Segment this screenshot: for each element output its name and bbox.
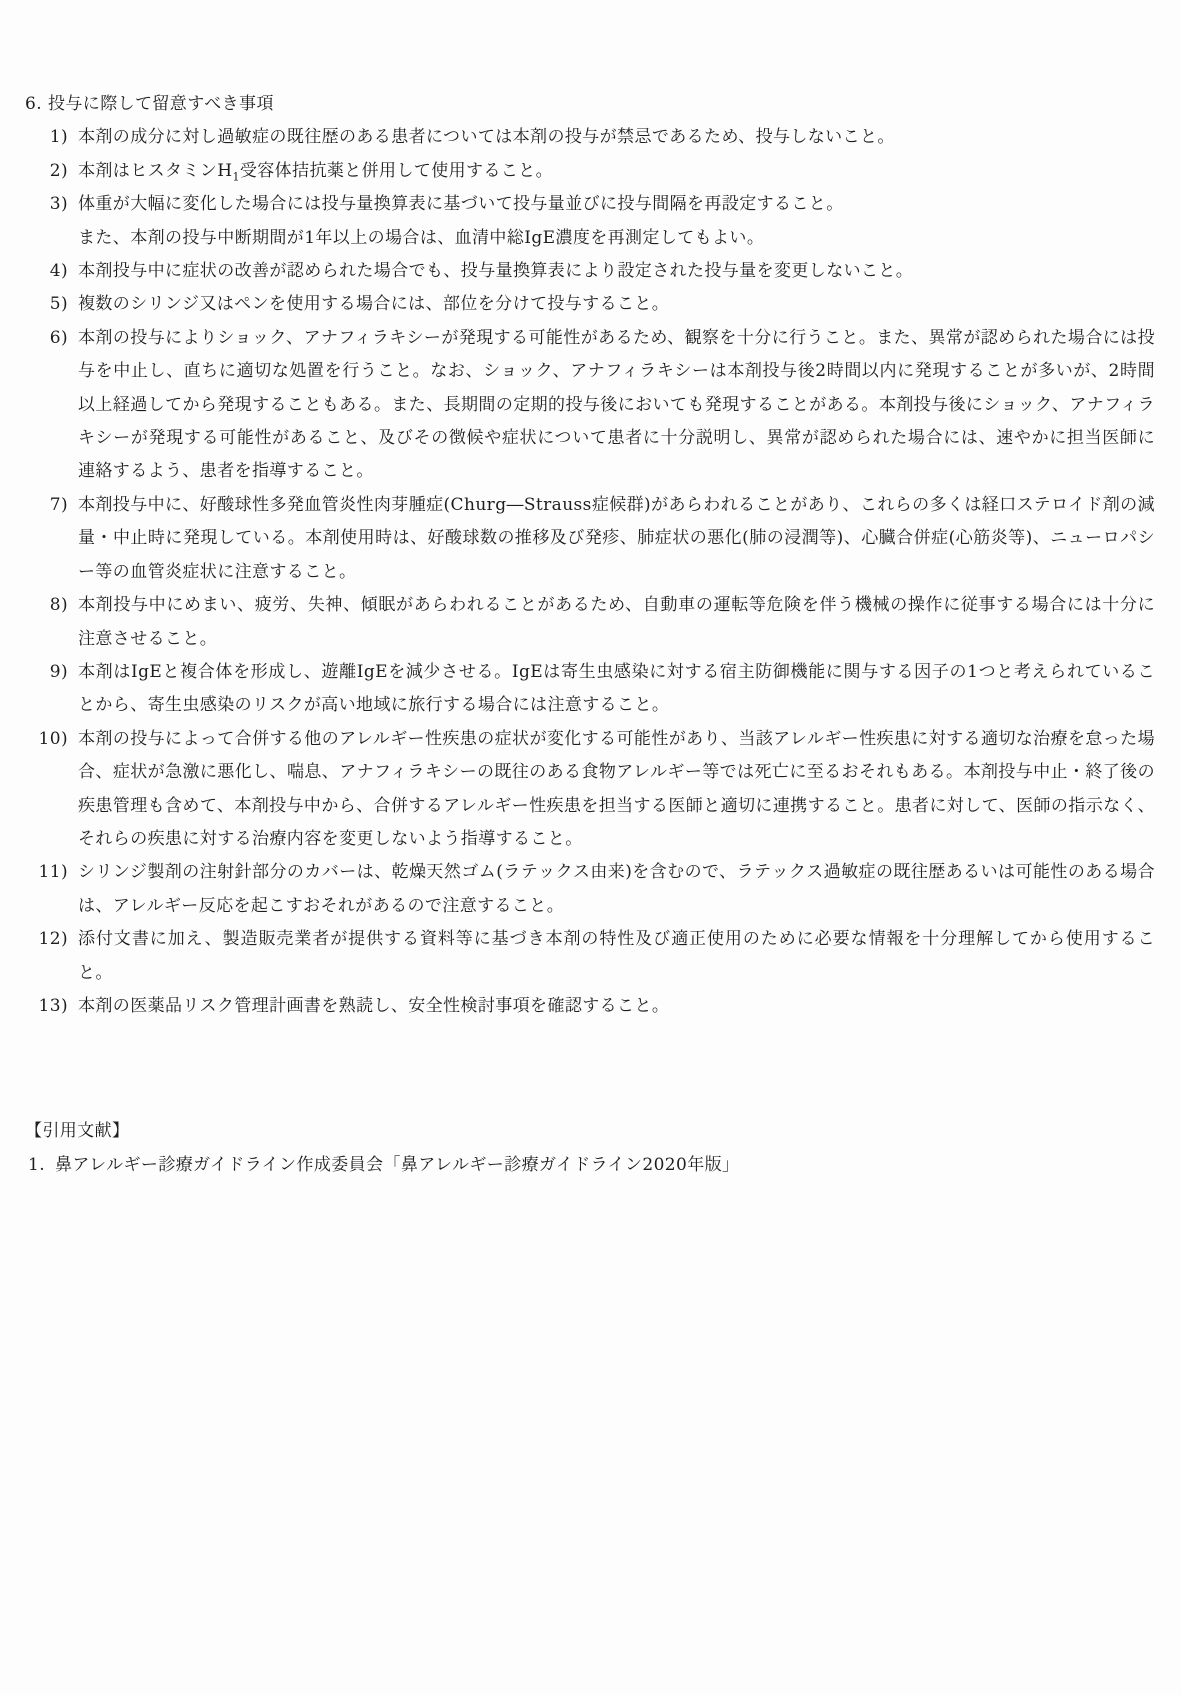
item-text: 本剤はIgEと複合体を形成し、遊離IgEを減少させる。IgEは寄生虫感染に対する宿主防御機能に関与する因子の1つと考えられていることから、寄生虫感染のリスクが高い地域に旅行する場合には注意すること。 xyxy=(78,661,1155,716)
section-number: 6. xyxy=(25,94,43,114)
item-number: 9) xyxy=(49,661,68,682)
instruction-item-9 xyxy=(25,656,1155,723)
item-text: 本剤の成分に対し過敏症の既往歴のある患者については本剤の投与が禁忌であるため、投与しないこと。 xyxy=(78,127,895,148)
instruction-item-12 xyxy=(25,923,1155,990)
item-number: 13) xyxy=(38,995,68,1016)
item-text: 本剤の投与によって合併する他のアレルギー性疾患の症状が変化する可能性があり、当該アレルギー性疾患に対する適切な治療を怠った場合、症状が急激に悪化し、喘息、アナフィラキシーの既往のある食物アレルギー等では死亡に至るおそれもある。本剤投与中止・終了後の疾患管理も含めて、本剤投与中から、合併するアレルギー性疾患を担当する医師と適切に連携すること。患者に対して、医師の指示なく、それらの疾患に対する治療内容を変更しないよう指導すること。 xyxy=(78,728,1155,849)
item-number: 3) xyxy=(49,194,68,215)
item-text-line-2: また、本剤の投与中断期間が1年以上の場合は、血清中総IgE濃度を再測定してもよい。 xyxy=(78,227,765,248)
item-number: 7) xyxy=(49,494,68,515)
item-text-line-1: 体重が大幅に変化した場合には投与量換算表に基づいて投与量並びに投与間隔を再設定すること。 xyxy=(78,194,844,215)
item-number: 5) xyxy=(49,294,68,315)
subscript-1: 1 xyxy=(232,170,240,184)
item-number: 8) xyxy=(49,595,68,616)
instruction-item-8 xyxy=(25,589,1155,656)
instruction-item-3 xyxy=(25,188,1155,255)
item-text: 複数のシリンジ又はペンを使用する場合には、部位を分けて投与すること。 xyxy=(78,294,670,315)
instruction-item-2 xyxy=(25,155,1155,188)
reference-text: 鼻アレルギー診療ガイドライン作成委員会「鼻アレルギー診療ガイドライン2020年版」 xyxy=(55,1154,740,1175)
instruction-item-6 xyxy=(25,322,1155,489)
instructions-list xyxy=(25,121,1155,1023)
references-section xyxy=(25,1115,1155,1182)
item-text: 本剤投与中に症状の改善が認められた場合でも、投与量換算表により設定された投与量を変更しないこと。 xyxy=(78,261,914,282)
instruction-item-1 xyxy=(25,121,1155,154)
instruction-item-11 xyxy=(25,856,1155,923)
item-number: 10) xyxy=(38,728,68,749)
instruction-item-4 xyxy=(25,255,1155,288)
item-text: シリンジ製剤の注射針部分のカバーは、乾燥天然ゴム(ラテックス由来)を含むので、ラテックス過敏症の既往歴あるいは可能性のある場合は、アレルギー反応を起こすおそれがあるので注意すること。 xyxy=(78,862,1155,916)
item-number: 12) xyxy=(38,929,68,950)
instruction-item-13 xyxy=(25,990,1155,1023)
instruction-item-7 xyxy=(25,489,1155,589)
references-heading: 【引用文献】 xyxy=(25,1121,130,1142)
item-text: 本剤の医薬品リスク管理計画書を熟読し、安全性検討事項を確認すること。 xyxy=(78,995,670,1016)
item-number: 2) xyxy=(49,160,68,181)
reference-item-1 xyxy=(28,1149,1155,1182)
item-text xyxy=(78,188,1155,255)
item-number: 1) xyxy=(49,127,68,148)
item-text: 本剤投与中にめまい、疲労、失神、傾眠があらわれることがあるため、自動車の運転等危険を伴う機械の操作に従事する場合には十分に注意させること。 xyxy=(78,595,1155,649)
item-number: 6) xyxy=(49,327,68,348)
item-text: 本剤の投与によりショック、アナフィラキシーが発現する可能性があるため、観察を十分に行うこと。また、異常が認められた場合には投与を中止し、直ちに適切な処置を行うこと。なお、ショック、アナフィラキシーは本剤投与後2時間以内に発現することが多いが、2時間以上経過してから発現することもある。また、長期間の定期的投与後においても発現することがある。本剤投与後にショック、アナフィラキシーが発現する可能性があること、及びその徴候や症状について患者に十分説明し、異常が認められた場合には、速やかに担当医師に連絡するよう、患者を指導すること。 xyxy=(78,327,1155,482)
section-title: 投与に際して留意すべき事項 xyxy=(48,94,274,114)
item-text xyxy=(78,155,1155,188)
reference-number: 1. xyxy=(28,1154,46,1175)
section-heading xyxy=(25,88,1155,121)
item-text-pre: 本剤はヒスタミンH xyxy=(78,160,233,181)
item-number: 4) xyxy=(49,261,68,282)
item-text: 本剤投与中に、好酸球性多発血管炎性肉芽腫症(Churg―Strauss症候群)があらわれることがあり、これらの多くは経口ステロイド剤の減量・中止時に発現している。本剤使用時は、好酸球数の推移及び発疹、肺症状の悪化(肺の浸潤等)、心臓合併症(心筋炎等)、ニューロパシー等の血管炎症状に注意すること。 xyxy=(78,494,1155,582)
instruction-item-5 xyxy=(25,288,1155,321)
item-number: 11) xyxy=(38,862,68,883)
item-text: 添付文書に加え、製造販売業者が提供する資料等に基づき本剤の特性及び適正使用のために必要な情報を十分理解してから使用すること。 xyxy=(78,929,1155,983)
item-text-post: 受容体拮抗薬と併用して使用すること。 xyxy=(239,160,554,181)
instruction-item-10 xyxy=(25,723,1155,857)
